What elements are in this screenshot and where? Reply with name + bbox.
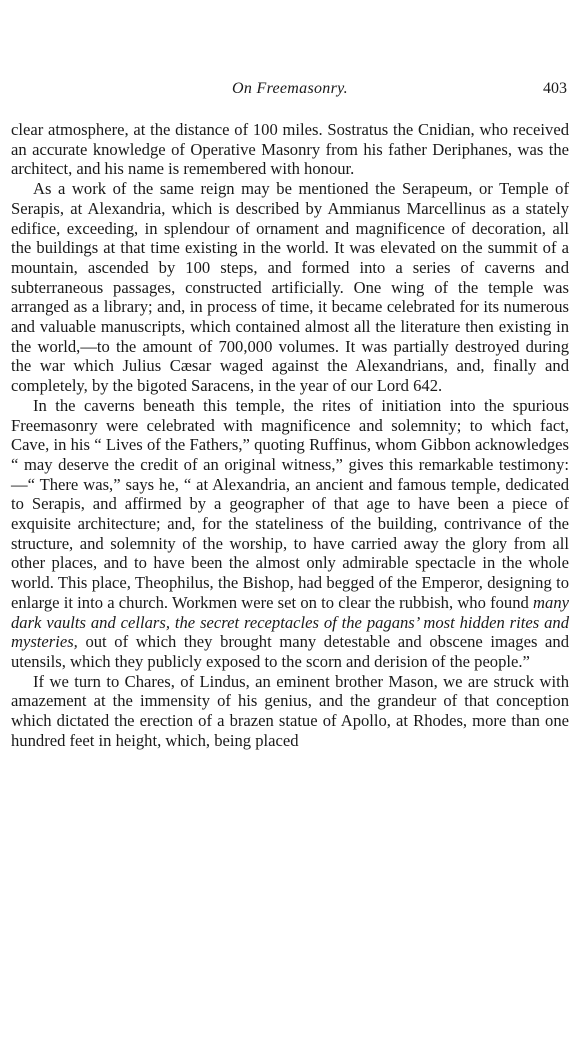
paragraph-serapeum: As a work of the same reign may be mentioned the Serapeum, or Temple of Serapis, at Alexandria, which is described by Ammianus Marcellinus as a stately edifice, exceeding, in splendour of ornament and magnificence of decoration, all the buildings at that time existing in the world. It was elevated on the summit of a mountain, ascended by 100 steps, and formed into a series of caverns and subterraneous passages, constructed artificially. One wing of the temple was arranged as a library; and, in process of time, it became celebrated for its numerous and valuable manuscripts, which contained almost all the literature then existing in the world,—to the amount of 700,000 volumes. It was partially destroyed during the war which Julius Cæsar waged against the Alexandrians, and, finally and completely, by the bigoted Saracens, in the year of our Lord 642. <box>11 179 569 396</box>
running-title: On Freemasonry. <box>232 80 348 97</box>
book-page <box>11 80 569 751</box>
paragraph-chares: If we turn to Chares, of Lindus, an eminent brother Mason, we are struck with amazement at the immensity of his genius, and the grandeur of that conception which dictated the erection of a brazen statue of Apollo, at Rhodes, more than one hundred feet in height, which, being placed <box>11 671 569 750</box>
paragraph-caverns-text-start: In the caverns beneath this temple, the rites of initiation into the spurious Freemasonry were celebrated with magnificence and solemnity; to which fact, Cave, in his “ Lives of the Fathers,” quoting Ruffinus, whom Gibbon acknowledges “ may deserve the credit of an original witness,” gives this remarkable testimony:—“ There was,” says he, “ at Alexandria, an ancient and famous temple, dedicated to Serapis, and affirmed by a geographer of that age to have been a piece of exquisite architecture; and, for the stateliness of the building, contrivance of the structure, and solemnity of the worship, to have carried away the glory from all other places, and to have been the almost only admirable spectacle in the whole world. This place, Theophilus, the Bishop, had begged of the Emperor, designing to enlarge it into a church. Workmen were set on to clear the rubbish, who found <box>11 395 569 612</box>
body-text <box>11 120 569 751</box>
paragraph-caverns-italic-quote: many dark vaults and cellars, the secret receptacles of the pagans’ most hidden rites and mysteries, <box>11 592 569 652</box>
paragraph-caverns-text-end: out of which they brought many detestable and obscene images and utensils, which they publicly exposed to the scorn and derision of the people.” <box>11 632 569 671</box>
paragraph-caverns <box>11 396 569 672</box>
page-number: 403 <box>543 80 567 97</box>
running-head <box>11 80 569 110</box>
paragraph-continuation: clear atmosphere, at the distance of 100 miles. Sostratus the Cnidian, who received an accurate knowledge of Operative Masonry from his father Deriphanes, was the architect, and his name is remembered with honour. <box>11 120 569 179</box>
